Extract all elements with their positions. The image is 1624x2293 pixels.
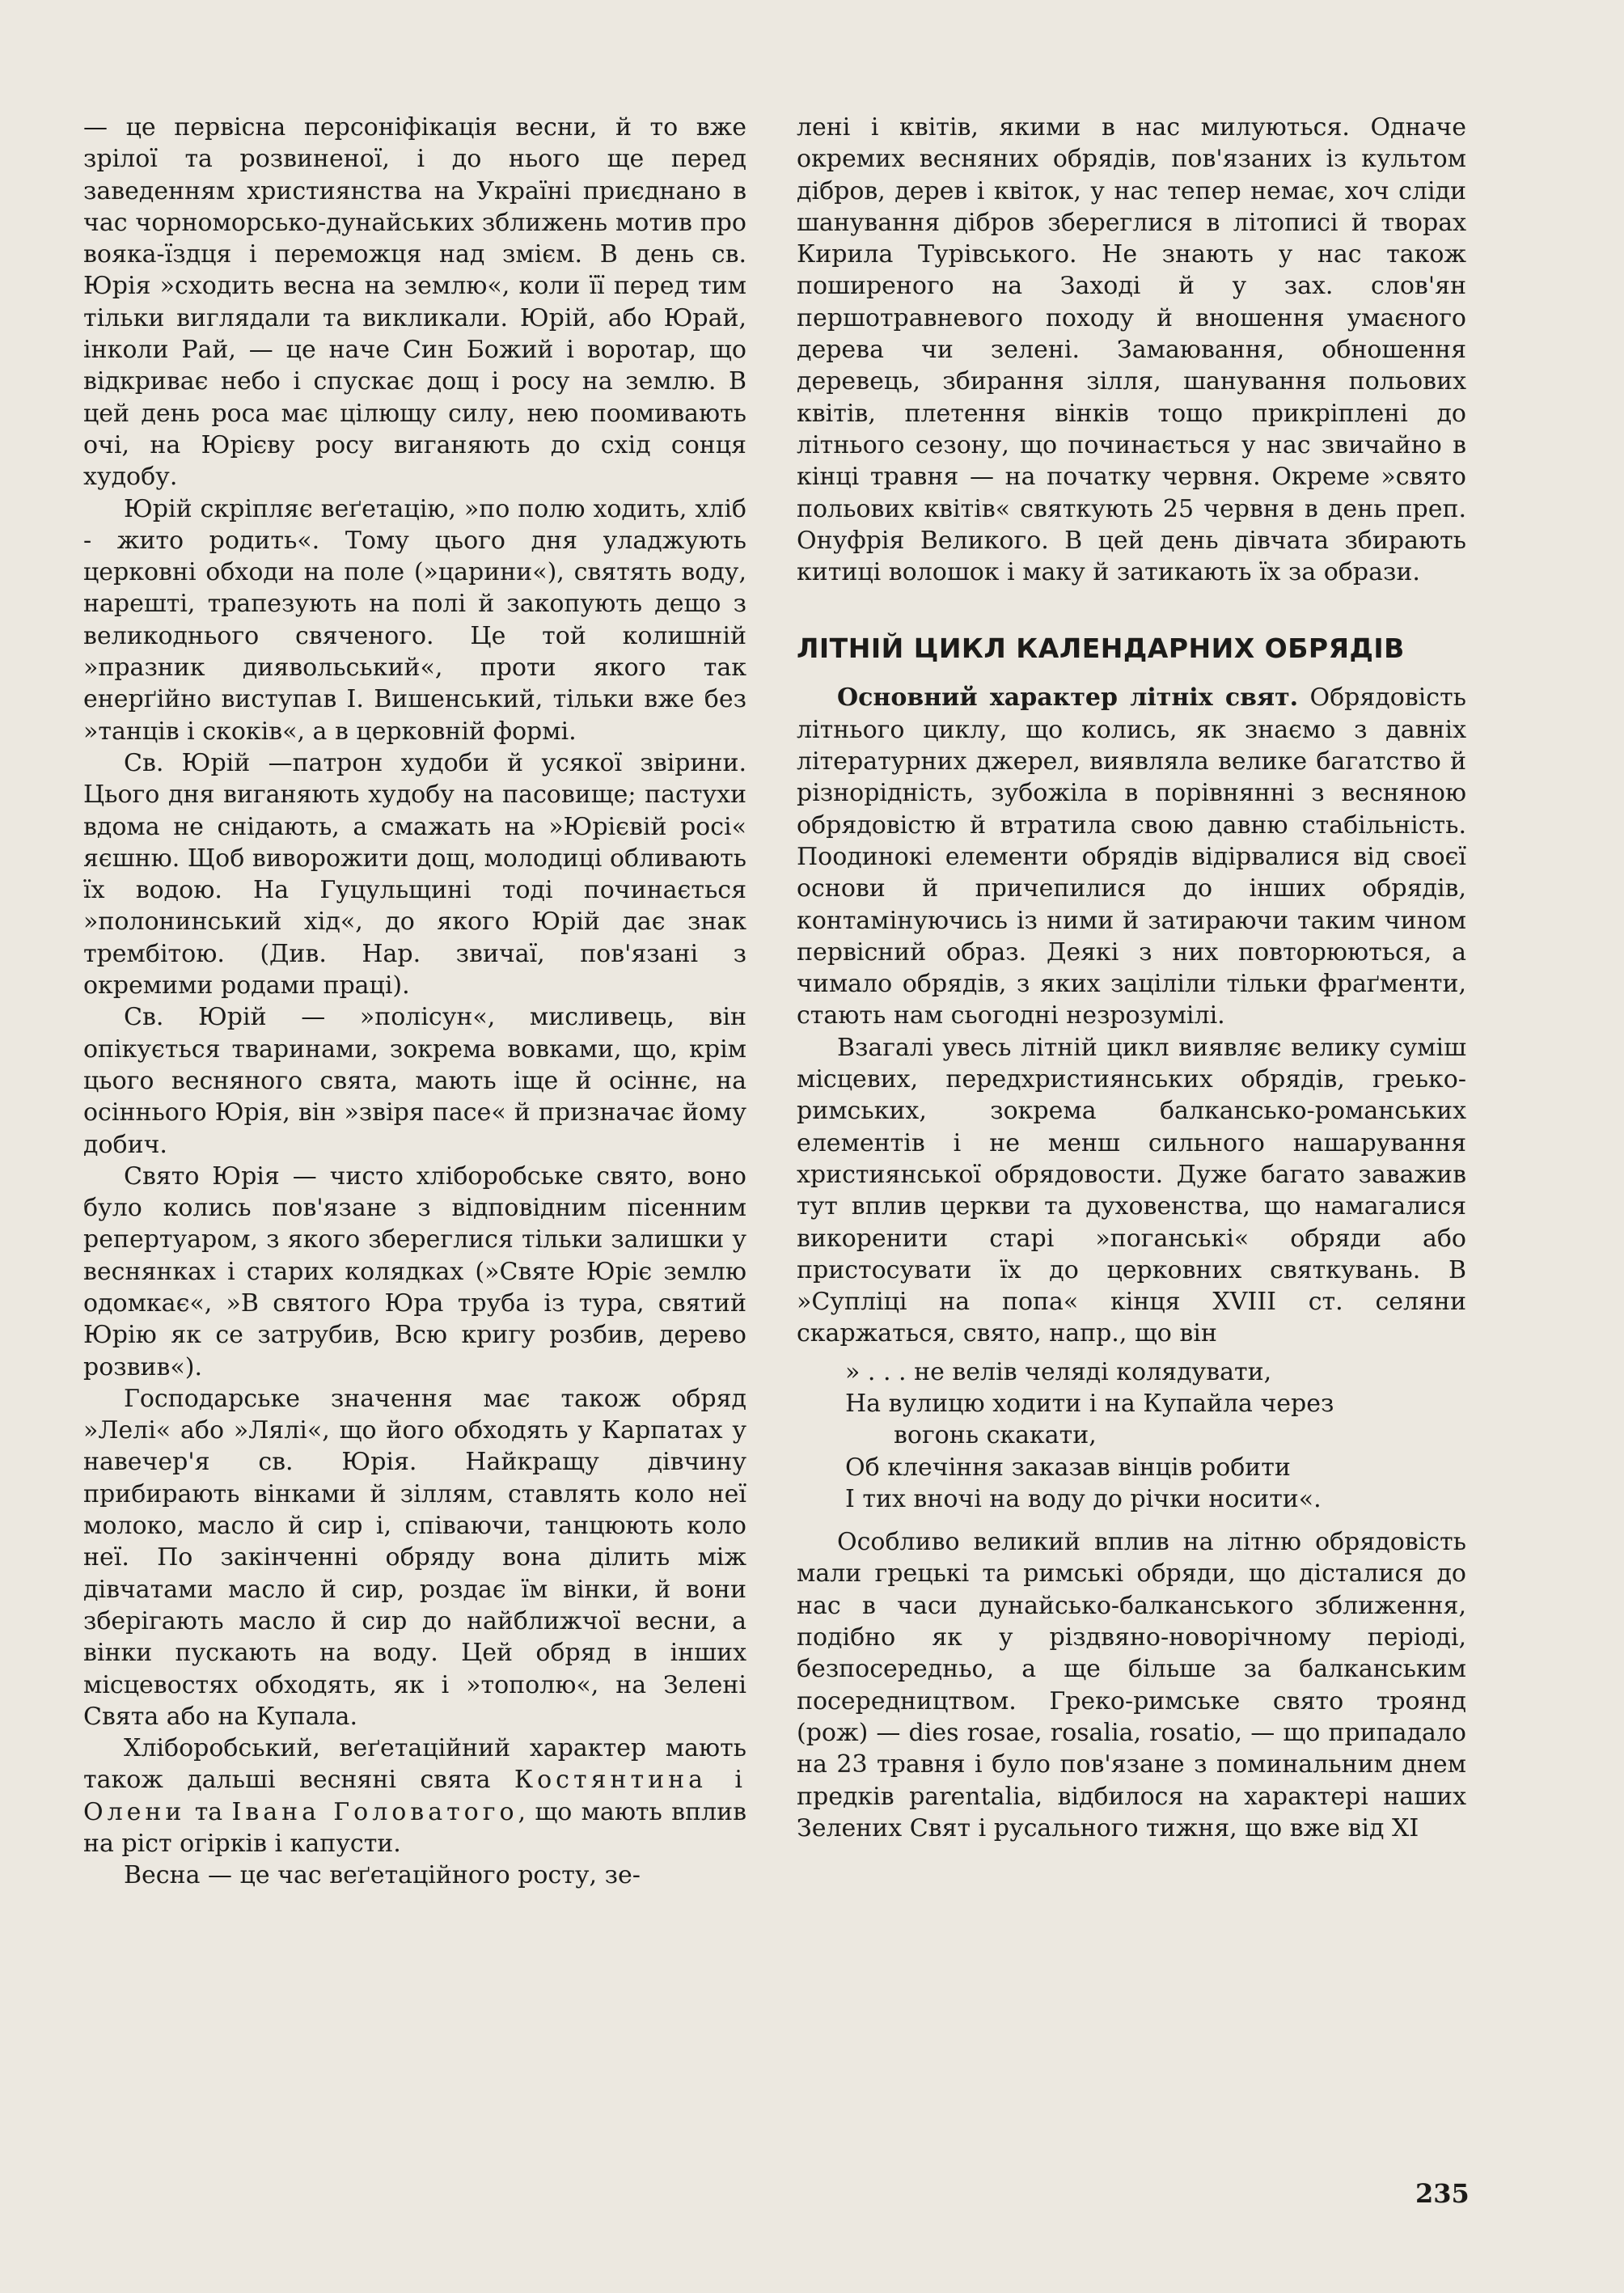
left-paragraph-1: — це первісна персоніфікація весни, й то вже зрілої та розвиненої, і до нього ще перед заведенням християнства на Україні приєднано в час чорноморсько-дунайських зближень мотив про вояка-їздця і переможця над змієм. В день св. Юрія »сходить весна на землю«, коли її перед тим тільки виглядали та викликали. Юрій, або Юрай, інколи Рай, — це наче Син Божий і воротар, що відкриває небо і спускає дощ і росу на землю. В цей день роса має цілющу силу, нею пoомивають очі, на Юрієву росу виганяють до схід сонця худобу. bbox=[83, 113, 746, 492]
left-p7-start: Хліборобський, веґетаційний характер мають також дальші весняні свята bbox=[83, 1734, 746, 1795]
left-paragraph-2: Юрій скріпляє веґетацію, »по полю ходить, хліб - жито родить«. Тому цього дня уладжують церковні обходи на поле (»царини«), святять воду, нарешті, трапезують на полі й закопують дещо з великоднього свяченого. Це той колишній »празник диявольський«, проти якого так енерґійно виступав І. Вишенський, тільки вже без »танців і скоків«, а в церковній формі. bbox=[83, 494, 746, 746]
section-heading: ЛІТНІЙ ЦИКЛ КАЛЕНДАРНИХ ОБРЯДІВ bbox=[797, 632, 1405, 665]
poem-line: » . . . не велів челяді колядувати, bbox=[845, 1357, 1272, 1386]
poem-line: вогонь скакати, bbox=[894, 1421, 1097, 1450]
right-paragraph-3: Взагалі увесь літній цикл виявляє велику суміш місцевих, передхристиянських обрядів, греько-римських, зокрема балкансько-романських елементів і не менш сильного нашарування християнської обрядовости. Дуже багато заважив тут вплив церкви та духовенства, що намагалися викоренити старі »поганські« обряди або пристосувати їх до церковних святкувань. В »Супліці на попа« кінця XVIII ст. селяни скаржаться, свято, напр., що він bbox=[797, 1033, 1466, 1348]
left-paragraph-8: Весна — це час веґетаційного росту, зе- bbox=[124, 1861, 641, 1890]
right-p2-lead: Основний характер літніх свят. bbox=[837, 683, 1299, 713]
poem-quote bbox=[845, 1356, 1466, 1515]
poem-line: Об клечіння заказав вінців робити bbox=[845, 1453, 1291, 1482]
left-p7-kostiantyn: Костянтина і Олени bbox=[83, 1766, 747, 1826]
right-paragraph-2 bbox=[797, 682, 1466, 1031]
page-number: 235 bbox=[1415, 2178, 1470, 2209]
left-p7-ivan: Івана Голoватого bbox=[231, 1797, 518, 1826]
left-paragraph-7 bbox=[83, 1732, 746, 1859]
poem-line: І тих вночі на воду до річки носити«. bbox=[845, 1484, 1322, 1513]
left-paragraph-5: Свято Юрія — чисто хліборобське свято, воно було колись пов'язане з відповідним пісенним репертуаром, з якого збереглися тільки залишки у веснянках і старих колядках (»Святе Юріє землю одомкає«, »В святого Юра труба із тура, святий Юрію як се затрубив, Всю кригу розбив, дерево розвив«). bbox=[83, 1161, 746, 1381]
left-paragraph-4: Св. Юрій — »полісун«, мисливець, він опікується тваринами, зокрема вовками, що, крім цього весняного свята, мають іще й осіннє, на осіннього Юрія, він »звіря пасе« й призначає йому добич. bbox=[83, 1003, 746, 1159]
left-p7-end: , що мають вплив на ріст огірків і капусти. bbox=[83, 1797, 746, 1859]
left-paragraph-6: Господарське значення має також обряд »Лелі« або »Лялі«, що його обходять у Карпатах у навечер'я св. Юрія. Найкращу дівчину прибирають вінками й зіллям, ставлять коло неї молоко, масло й сир і, співаючи, танцюють коло неї. По закінченні обряду вона ділить між дівчатами масло й сир, роздає їм вінки, й вони зберігають масло й сир до найближчої весни, а вінки пускають на воду. Цей обряд в інших місцевостях обходять, як і »тополю«, на Зелені Свята або на Купала. bbox=[83, 1384, 746, 1731]
poem-line: На вулицю ходити і на Купайла через bbox=[845, 1389, 1334, 1418]
right-p2-text: Обрядовість літнього циклу, що колись, як знаємо з давніх літературних джерел, виявляла велике багатство й різнорідність, зубожіла в порівнянні з весняною обрядовістю й втратила свою давню стабільність. Поодинокі елементи обрядів відірвалися від своєї основи й причепилися до інших обрядів, контамінуючись із ними й затираючи таким чином первісний образ. Деякі з них повторюються, а чимало обрядів, з яких заціліли тільки фраґменти, стають нам сьогодні незрозумілі. bbox=[797, 683, 1467, 1030]
right-paragraph-1: лені і квітів, якими в нас милуються. Одначе окремих весняних обрядів, пов'язаних із культом дібров, дерев і квіток, у нас тепер немає, хоч сліди шанування дібров збереглися в літописі й творах Кирила Турівського. Не знають у нас також поширеного на Заході й у зах. слов'ян першотравневого походу й вношення умаєного дерева чи зелені. Замаювання, обношення деревець, збирання зілля, шанування польових квітів, плетення вінків тощо прикріплені до літнього сезону, що починається у нас звичайно в кінці травня — на початку червня. Окреме »свято польових квітів« святкують 25 червня в день преп. Онуфрія Великого. В цей день дівчата збирають китиці волошок і маку й затикають їх за образи. bbox=[797, 113, 1466, 587]
left-paragraph-3: Св. Юрій —патрон худоби й усякої звірини. Цього дня виганяють худобу на пасовище; пастухи вдома не снідають, а смажать на »Юрієвій росі« яєшню. Щоб виворожити дощ, молодиці обливають їх водою. На Гуцульщині тоді починається »полонинський хід«, до якого Юрій дає знак трембітою. (Див. Нар. звичаї, пов'язані з окремими родами праці). bbox=[83, 748, 746, 1001]
right-paragraph-4: Особливо великий вплив на літню обрядовість мали грецькі та римські обряди, що дісталися до нас в часи дунайсько-балканського зближення, подібно як у різдвяно-новорічному періоді, безпосередньо, а ще більше за балканським посередництвом. Греко-римське свято троянд (рож) — dies rosae, rosalia, rosatio, — що припадало на 23 травня і було пов'язане з поминальним днем предків parentalia, відбилося на характері наших Зелених Свят і русального тижня, що вже від XI bbox=[797, 1528, 1466, 1842]
left-column bbox=[83, 112, 746, 1892]
right-column bbox=[797, 112, 1466, 1844]
left-p7-mid: та bbox=[185, 1797, 232, 1826]
